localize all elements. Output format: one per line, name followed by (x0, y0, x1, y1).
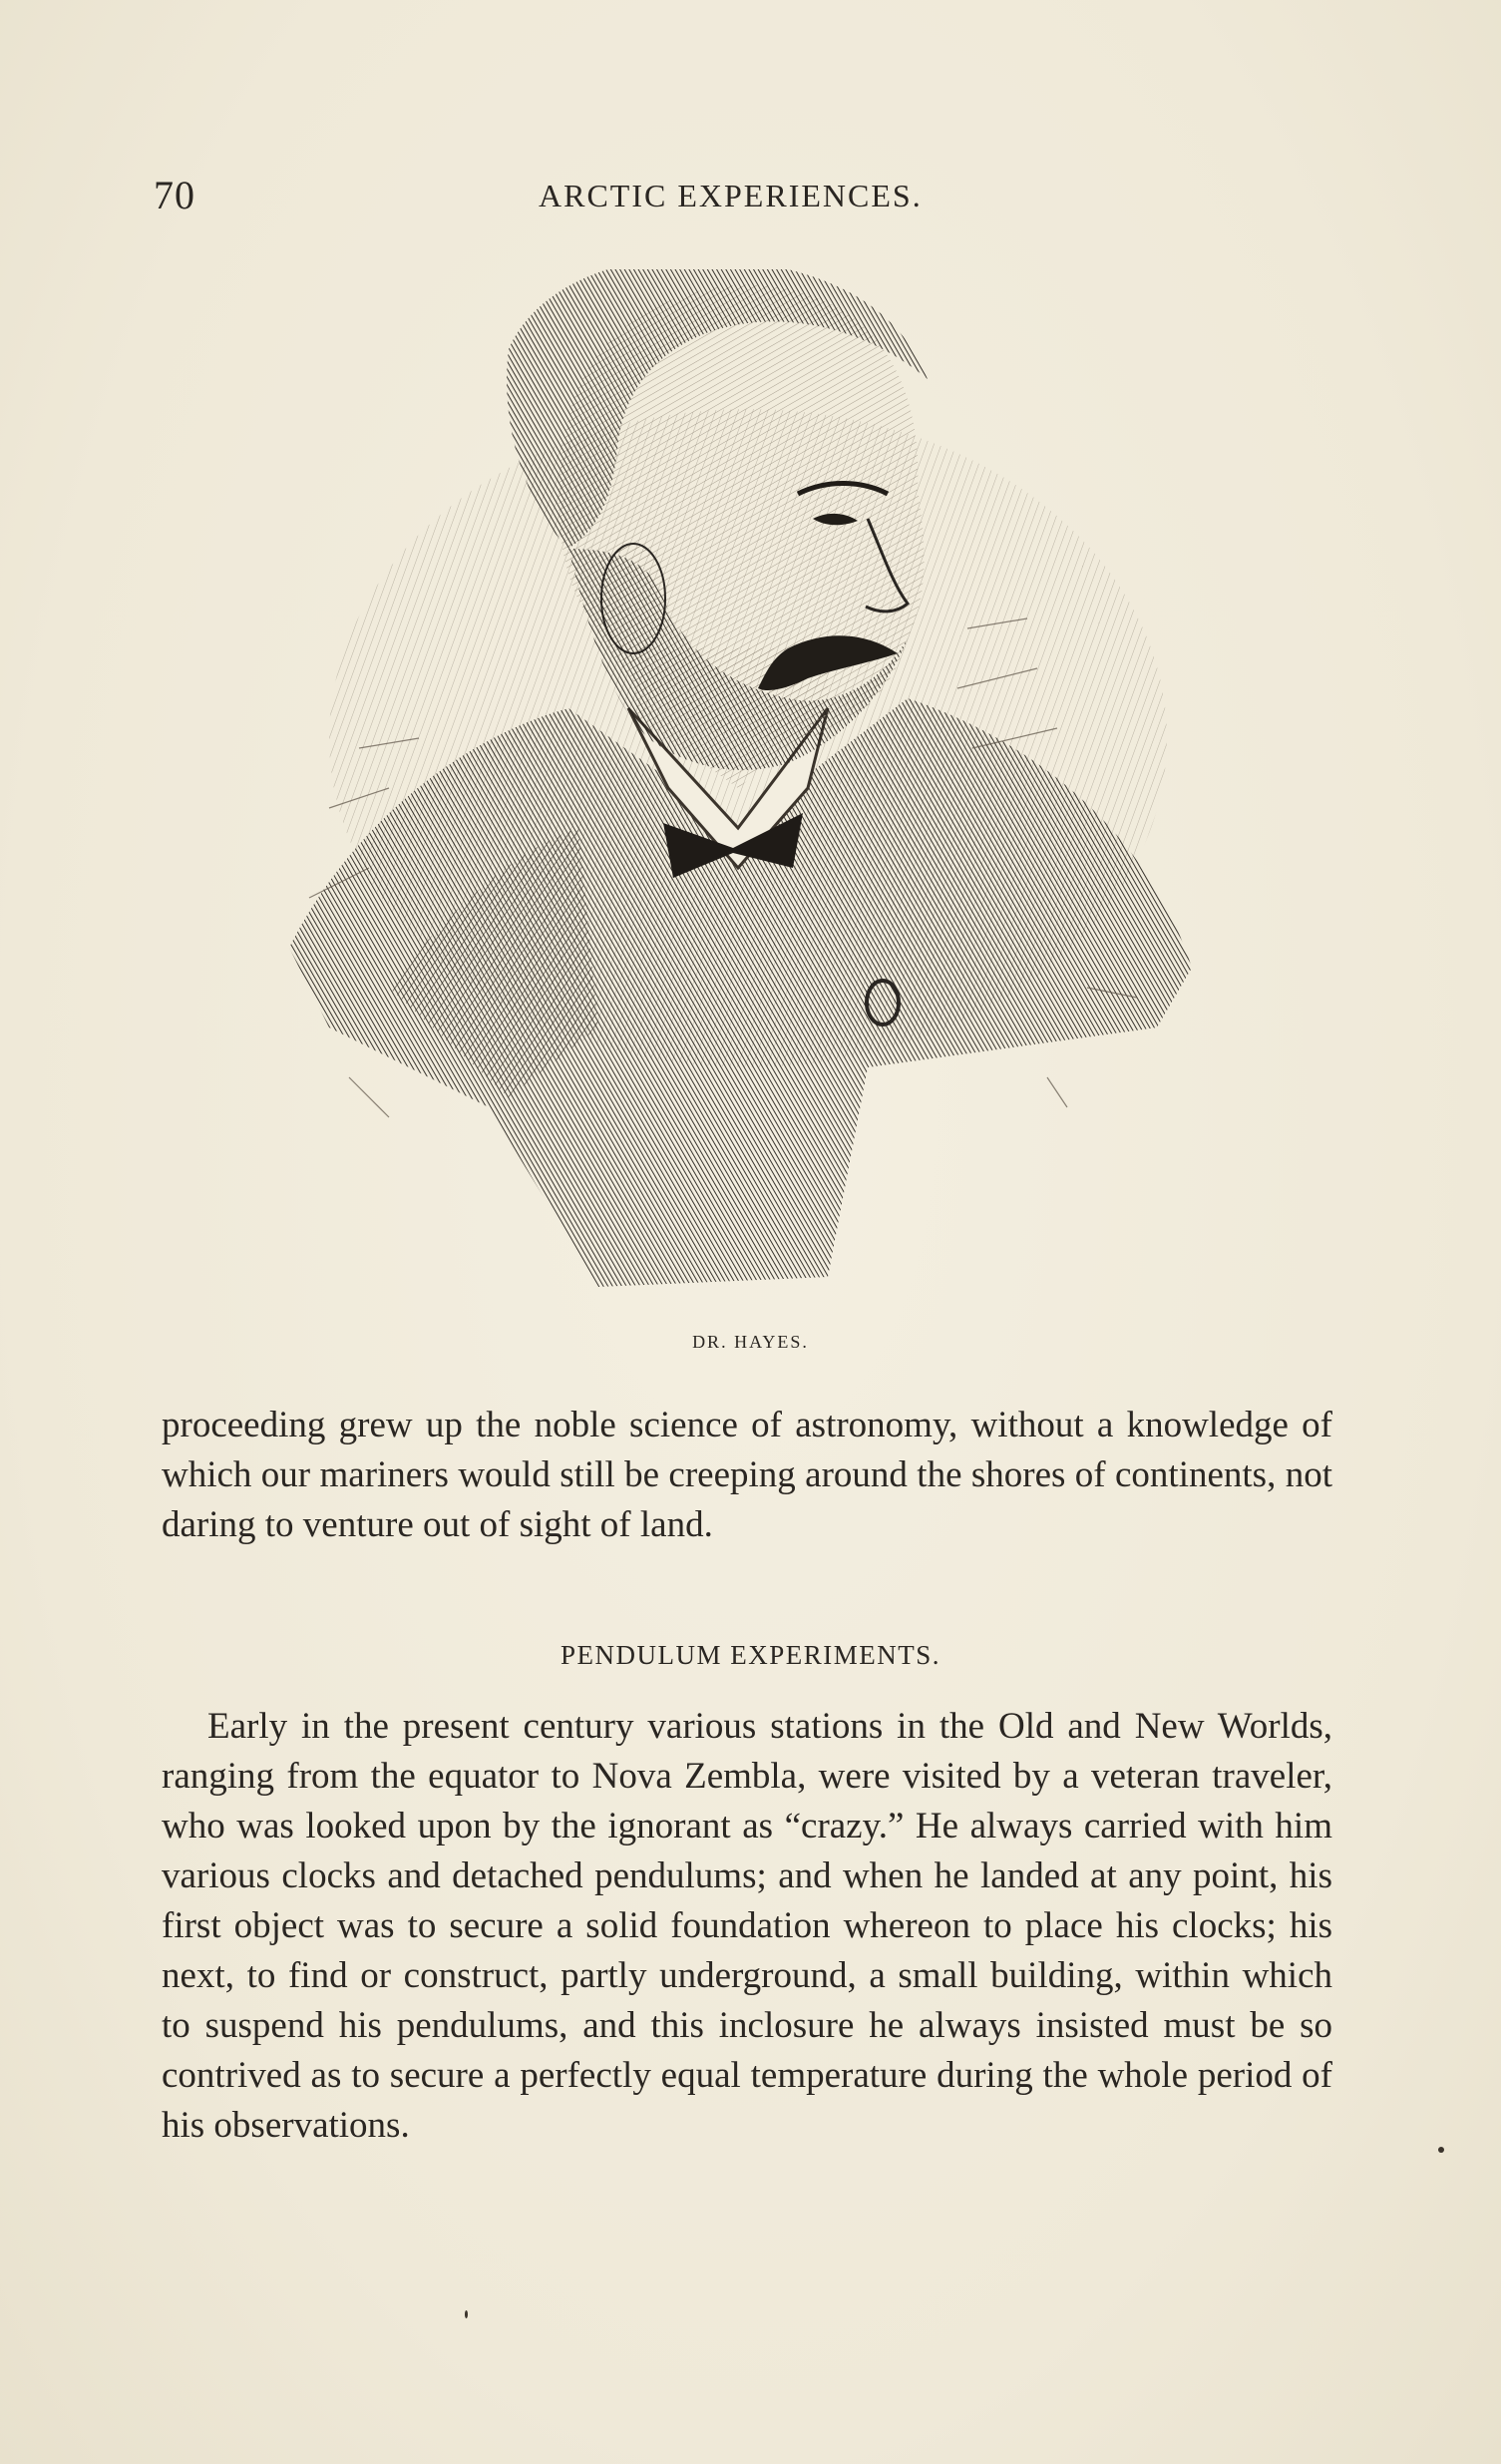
running-title: ARCTIC EXPERIENCES. (539, 178, 923, 213)
print-speck (465, 2310, 468, 2318)
running-head (150, 172, 1326, 221)
print-speck (1438, 2147, 1444, 2153)
figure-caption: DR. HAYES. (692, 1332, 809, 1352)
paragraph-pendulum: Early in the present century various stations in the Old and New Worlds, ranging from the equator to Nova Zembla, were visited by a veteran traveler, who was looked upon by the ignorant as “crazy.” He always carried with him various clocks and detached pendulums; and when he landed at any point, his first object was to secure a solid foundation whereon to place his clocks; his next, to find or construct, partly underground, a small building, within which to suspend his pendulums, and this inclosure he always insisted must be so contrived as to secure a perfectly equal temperature during the whole period of his observations. (162, 1706, 1332, 2146)
paragraph-continuation: proceeding grew up the noble science of astronomy, without a knowledge of which our mariners would still be creeping around the shores of continents, not daring to venture out of sight of land. (162, 1405, 1332, 1545)
portrait-engraving (269, 269, 1207, 1312)
section-heading: PENDULUM EXPERIMENTS. (560, 1640, 940, 1670)
page-number: 70 (154, 173, 195, 217)
